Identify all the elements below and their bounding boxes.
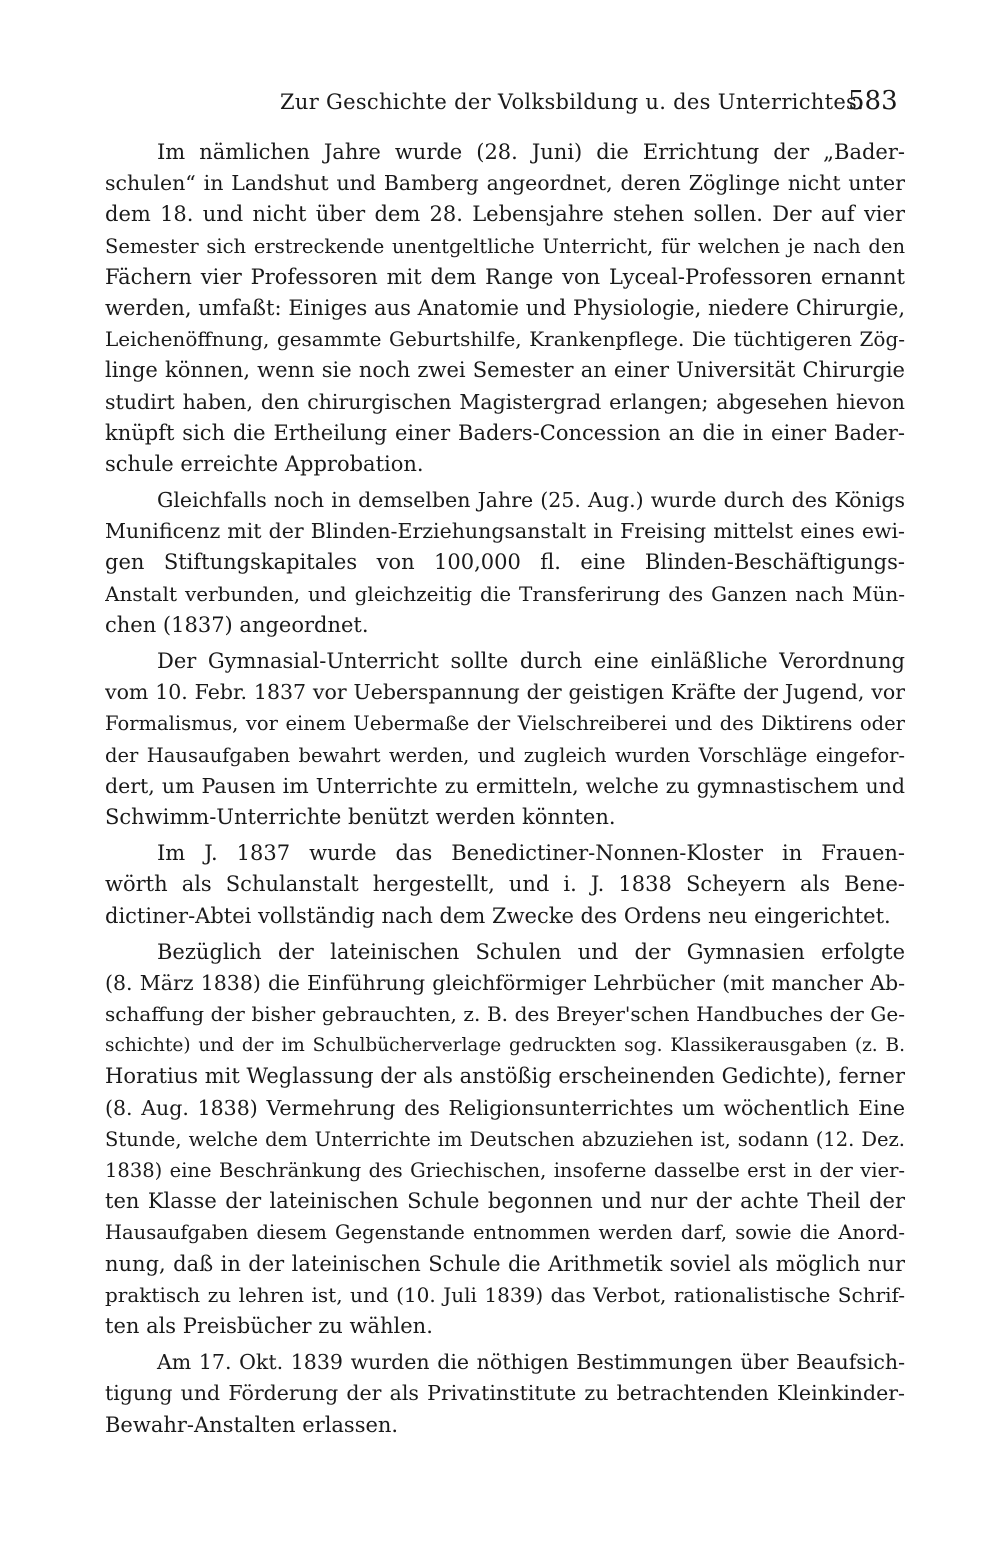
text-line: Schwimm-Unterrichte benützt werden könnten.: [105, 804, 616, 829]
text-line: dert, um Pausen im Unterrichte zu ermitteln, welche zu gymnastischem und: [105, 773, 905, 798]
text-line: (8. März 1838) die Einführung gleichförmiger Lehrbücher (mit mancher Ab-: [105, 970, 905, 995]
text-line: schichte) und der im Schulbücherverlage gedruckten sog. Klassikerausgaben (z. B.: [105, 1035, 905, 1057]
paragraph-lateinische-schulen: [105, 937, 905, 1342]
text-line: Stunde, welche dem Unterrichte im Deutschen abzuziehen ist, sodann (12. Dez.: [105, 1127, 905, 1151]
text-line: Der Gymnasial-Unterricht sollte durch eine einläßliche Verordnung: [157, 649, 905, 673]
text-line: vom 10. Febr. 1837 vor Ueberspannung der geistigen Kräfte der Jugend, vor: [105, 680, 905, 705]
text-line: Im J. 1837 wurde das Benedictiner-Nonnen-Kloster in Frauen-: [157, 841, 905, 866]
text-line: Leichenöffnung, gesammte Geburtshilfe, Krankenpflege. Die tüchtigeren Zög-: [105, 327, 905, 352]
text-line: Im nämlichen Jahre wurde (28. Juni) die Errichtung der „Bader-: [157, 140, 905, 164]
paragraph-baderschulen: [105, 137, 905, 480]
text-line: werden, umfaßt: Einiges aus Anatomie und Physiologie, niedere Chirurgie,: [105, 295, 905, 320]
text-line: Formalismus, vor einem Uebermaße der Vielschreiberei und des Diktirens oder: [105, 712, 905, 736]
text-line: knüpft sich die Ertheilung einer Baders-Concession an die in einer Bader-: [105, 420, 905, 445]
text-line: Munificenz mit der Blinden-Erziehungsanstalt in Freising mittelst eines ewi-: [105, 519, 905, 544]
text-line: gen Stiftungskapitales von 100,000 fl. eine Blinden-Beschäftigungs-: [105, 550, 905, 575]
text-line: schule erreichte Approbation.: [105, 451, 424, 476]
text-line: dictiner-Abtei vollständig nach dem Zwecke des Ordens neu eingerichtet.: [105, 903, 891, 928]
paragraph-blindenanstalt: [105, 485, 905, 641]
text-line: Bewahr-Anstalten erlassen.: [105, 1412, 399, 1437]
text-line: Fächern vier Professoren mit dem Range von Lyceal-Professoren ernannt: [105, 264, 905, 289]
paragraph-kleinkinder-bewahranstalten: [105, 1347, 905, 1441]
text-line: tigung und Förderung der als Privatinstitute zu betrachtenden Kleinkinder-: [105, 1381, 905, 1406]
text-line: 1838) eine Beschränkung des Griechischen, insoferne dasselbe erst in der vier-: [105, 1159, 905, 1182]
text-line: schaffung der bisher gebrauchten, z. B. des Breyer'schen Handbuches der Ge-: [105, 1002, 905, 1027]
text-line: wörth als Schulanstalt hergestellt, und i. J. 1838 Scheyern als Bene-: [105, 872, 905, 897]
paragraph-kloster: [105, 838, 905, 932]
text-line: schulen“ in Landshut und Bamberg angeordnet, deren Zöglinge nicht unter: [105, 171, 905, 196]
text-line: studirt haben, den chirurgischen Magistergrad erlangen; abgesehen hievon: [105, 389, 905, 414]
text-line: praktisch zu lehren ist, und (10. Juli 1839) das Verbot, rationalistische Schrif-: [105, 1282, 905, 1307]
body-text: [105, 137, 905, 1446]
text-line: Semester sich erstreckende unentgeltliche Unterricht, für welchen je nach den: [105, 234, 905, 258]
paragraph-gymnasial-unterricht: [105, 646, 905, 833]
text-line: ten als Preisbücher zu wählen.: [105, 1313, 433, 1338]
text-line: (8. Aug. 1838) Vermehrung des Religionsunterrichtes um wöchentlich Eine: [105, 1095, 905, 1120]
text-line: Gleichfalls noch in demselben Jahre (25. Aug.) wurde durch des Königs: [157, 488, 905, 513]
page-number: 583: [848, 86, 898, 116]
text-line: Bezüglich der lateinischen Schulen und der Gymnasien erfolgte: [157, 939, 905, 964]
text-line: Am 17. Okt. 1839 wurden die nöthigen Bestimmungen über Beaufsich-: [157, 1350, 905, 1375]
text-line: der Hausaufgaben bewahrt werden, und zugleich wurden Vorschläge eingefor-: [105, 743, 905, 767]
text-line: chen (1837) angeordnet.: [105, 612, 369, 637]
text-line: linge können, wenn sie noch zwei Semester an einer Universität Chirurgie: [105, 358, 905, 383]
text-line: Anstalt verbunden, und gleichzeitig die Transferirung des Ganzen nach Mün-: [105, 581, 905, 606]
text-line: Hausaufgaben diesem Gegenstande entnommen werden darf, sowie die Anord-: [105, 1221, 905, 1245]
running-header: Zur Geschichte der Volksbildung u. des Unterrichtes.: [280, 90, 865, 114]
text-line: nung, daß in der lateinischen Schule die Arithmetik soviel als möglich nur: [105, 1251, 905, 1276]
text-line: ten Klasse der lateinischen Schule begonnen und nur der achte Theil der: [105, 1189, 905, 1214]
text-line: Horatius mit Weglassung der als anstößig erscheinenden Gedichte), ferner: [105, 1064, 905, 1089]
text-line: dem 18. und nicht über dem 28. Lebensjahre stehen sollen. Der auf vier: [105, 202, 905, 227]
